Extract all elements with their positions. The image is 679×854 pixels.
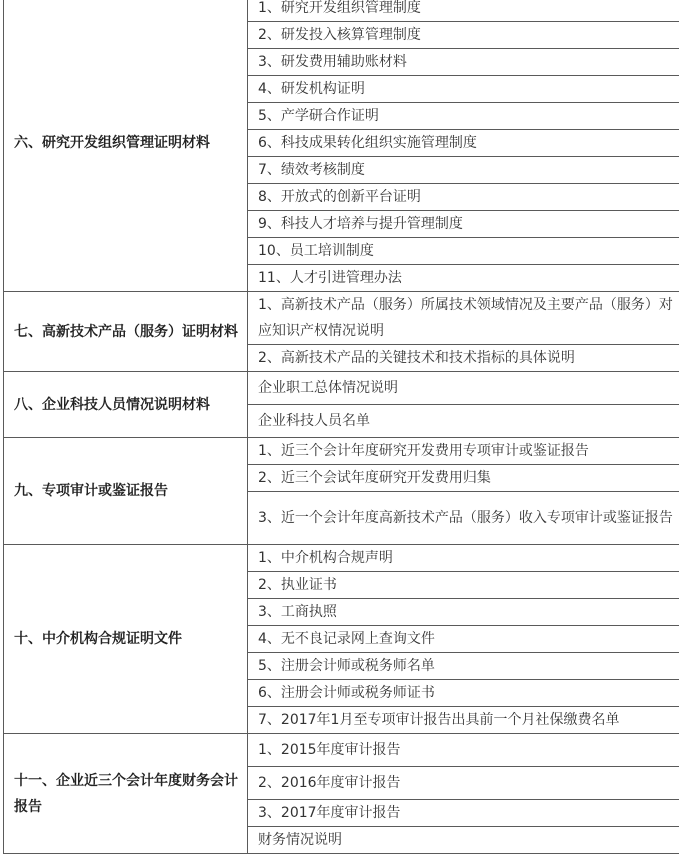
list-item: 2、近三个会试年度研究开发费用归集 — [248, 465, 679, 492]
list-item: 3、近一个会计年度高新技术产品（服务）收入专项审计或鉴证报告 — [248, 492, 679, 545]
list-item: 3、2017年度审计报告 — [248, 800, 679, 827]
table-row — [4, 734, 679, 767]
list-item: 企业职工总体情况说明 — [248, 372, 679, 405]
list-item: 3、工商执照 — [248, 599, 679, 626]
list-item: 11、人才引进管理办法 — [248, 265, 679, 292]
list-item: 5、注册会计师或税务师名单 — [248, 653, 679, 680]
list-item: 1、近三个会计年度研究开发费用专项审计或鉴证报告 — [248, 438, 679, 465]
list-item: 1、高新技术产品（服务）所属技术领域情况及主要产品（服务）对应知识产权情况说明 — [248, 292, 679, 345]
section-title: 八、企业科技人员情况说明材料 — [4, 372, 248, 438]
list-item: 2、研发投入核算管理制度 — [248, 22, 679, 49]
list-item: 3、研发费用辅助账材料 — [248, 49, 679, 76]
section-title: 九、专项审计或鉴证报告 — [4, 438, 248, 545]
materials-table — [3, 0, 679, 854]
section-title: 七、高新技术产品（服务）证明材料 — [4, 292, 248, 372]
list-item: 4、研发机构证明 — [248, 76, 679, 103]
table-row — [4, 438, 679, 465]
list-item: 7、2017年1月至专项审计报告出具前一个月社保缴费名单 — [248, 707, 679, 734]
list-item: 7、绩效考核制度 — [248, 157, 679, 184]
list-item: 9、科技人才培养与提升管理制度 — [248, 211, 679, 238]
list-item: 10、员工培训制度 — [248, 238, 679, 265]
list-item: 2、2016年度审计报告 — [248, 767, 679, 800]
list-item: 企业科技人员名单 — [248, 405, 679, 438]
list-item: 2、执业证书 — [248, 572, 679, 599]
section-title: 十一、企业近三个会计年度财务会计报告 — [4, 734, 248, 854]
list-item: 5、产学研合作证明 — [248, 103, 679, 130]
section-title: 十、中介机构合规证明文件 — [4, 545, 248, 734]
table-row — [4, 0, 679, 22]
table-row — [4, 545, 679, 572]
list-item: 2、高新技术产品的关键技术和技术指标的具体说明 — [248, 345, 679, 372]
list-item: 1、研究开发组织管理制度 — [248, 0, 679, 22]
list-item: 财务情况说明 — [248, 827, 679, 854]
table-row — [4, 372, 679, 405]
table-row — [4, 292, 679, 345]
list-item: 6、注册会计师或税务师证书 — [248, 680, 679, 707]
section-title: 六、研究开发组织管理证明材料 — [4, 0, 248, 292]
list-item: 6、科技成果转化组织实施管理制度 — [248, 130, 679, 157]
list-item: 4、无不良记录网上查询文件 — [248, 626, 679, 653]
list-item: 8、开放式的创新平台证明 — [248, 184, 679, 211]
list-item: 1、2015年度审计报告 — [248, 734, 679, 767]
list-item: 1、中介机构合规声明 — [248, 545, 679, 572]
